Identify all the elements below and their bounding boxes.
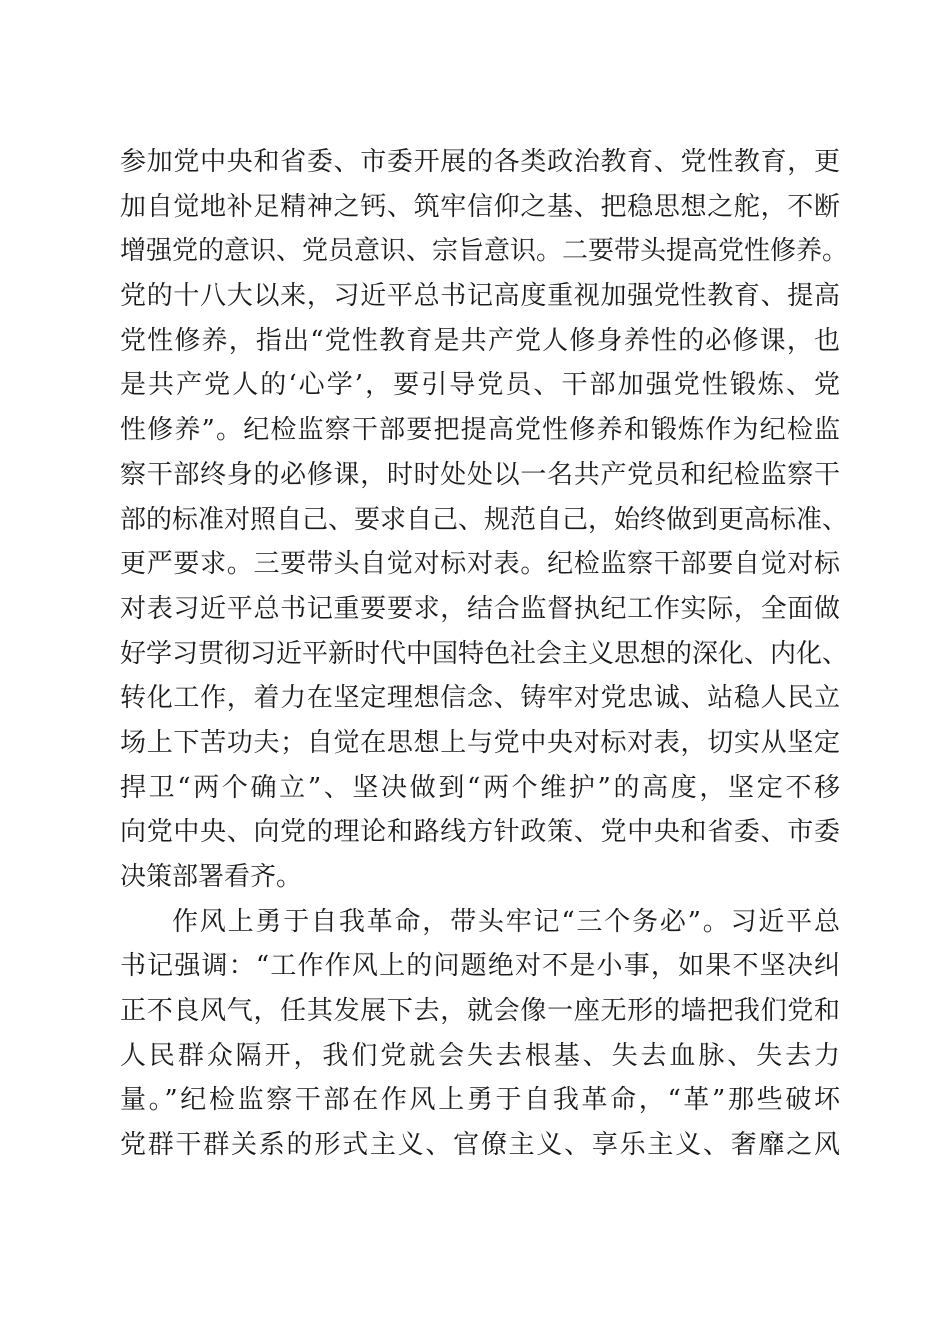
text-line: 向党中央、向党的理论和路线方针政策、党中央和省委、市委 (120, 817, 840, 848)
text-line: 党的十八大以来，习近平总书记高度重视加强党性教育、提高 (120, 281, 840, 312)
text-line: 增强党的意识、党员意识、宗旨意识。二要带头提高党性修养。 (120, 236, 849, 267)
text-line: 加自觉地补足精神之钙、筑牢信仰之基、把稳思想之舵，不断 (120, 191, 840, 222)
paragraph-2 (120, 900, 840, 1168)
text-line: 察干部终身的必修课，时时处处以一名共产党员和纪检监察干 (120, 459, 840, 490)
text-line: 党性修养，指出“党性教育是共产党人修身养性的必修课，也 (120, 325, 840, 356)
document-body (120, 140, 849, 1168)
text-line: 参加党中央和省委、市委开展的各类政治教育、党性教育，更 (120, 147, 840, 177)
text-line: 好学习贯彻习近平新时代中国特色社会主义思想的深化、内化、 (120, 638, 849, 669)
text-line: 是共产党人的‘心学’，要引导党员、干部加强党性锻炼、党 (120, 370, 840, 401)
text-line: 对表习近平总书记重要要求，结合监督执纪工作实际，全面做 (120, 593, 840, 624)
text-line: 量。”纪检监察干部在作风上勇于自我革命，“革”那些破坏 (120, 1085, 840, 1116)
text-line: 场上下苦功夫；自觉在思想上与党中央对标对表，切实从坚定 (120, 727, 840, 758)
text-line: 作风上勇于自我革命，带头牢记“三个务必”。习近平总 (172, 906, 840, 937)
text-line: 书记强调：“工作作风上的问题绝对不是小事，如果不坚决纠 (120, 951, 840, 982)
text-line: 人民群众隔开，我们党就会失去根基、失去血脉、失去力 (120, 1040, 840, 1071)
text-line: 党群干群关系的形式主义、官僚主义、享乐主义、奢靡之风 (120, 1130, 840, 1161)
paragraph-1 (120, 140, 849, 900)
text-line: 更严要求。三要带头自觉对标对表。纪检监察干部要自觉对标 (120, 549, 840, 580)
text-line: 捍卫“两个确立”、坚决做到“两个维护”的高度，坚定不移 (120, 772, 840, 803)
text-line: 性修养”。纪检监察干部要把提高党性修养和锻炼作为纪检监 (120, 415, 840, 446)
text-line: 决策部署看齐。 (120, 862, 303, 892)
text-line: 转化工作，着力在坚定理想信念、铸牢对党忠诚、站稳人民立 (120, 683, 840, 714)
text-line: 部的标准对照自己、要求自己、规范自己，始终做到更高标准、 (120, 504, 849, 535)
text-line: 正不良风气，任其发展下去，就会像一座无形的墙把我们党和 (120, 996, 840, 1027)
